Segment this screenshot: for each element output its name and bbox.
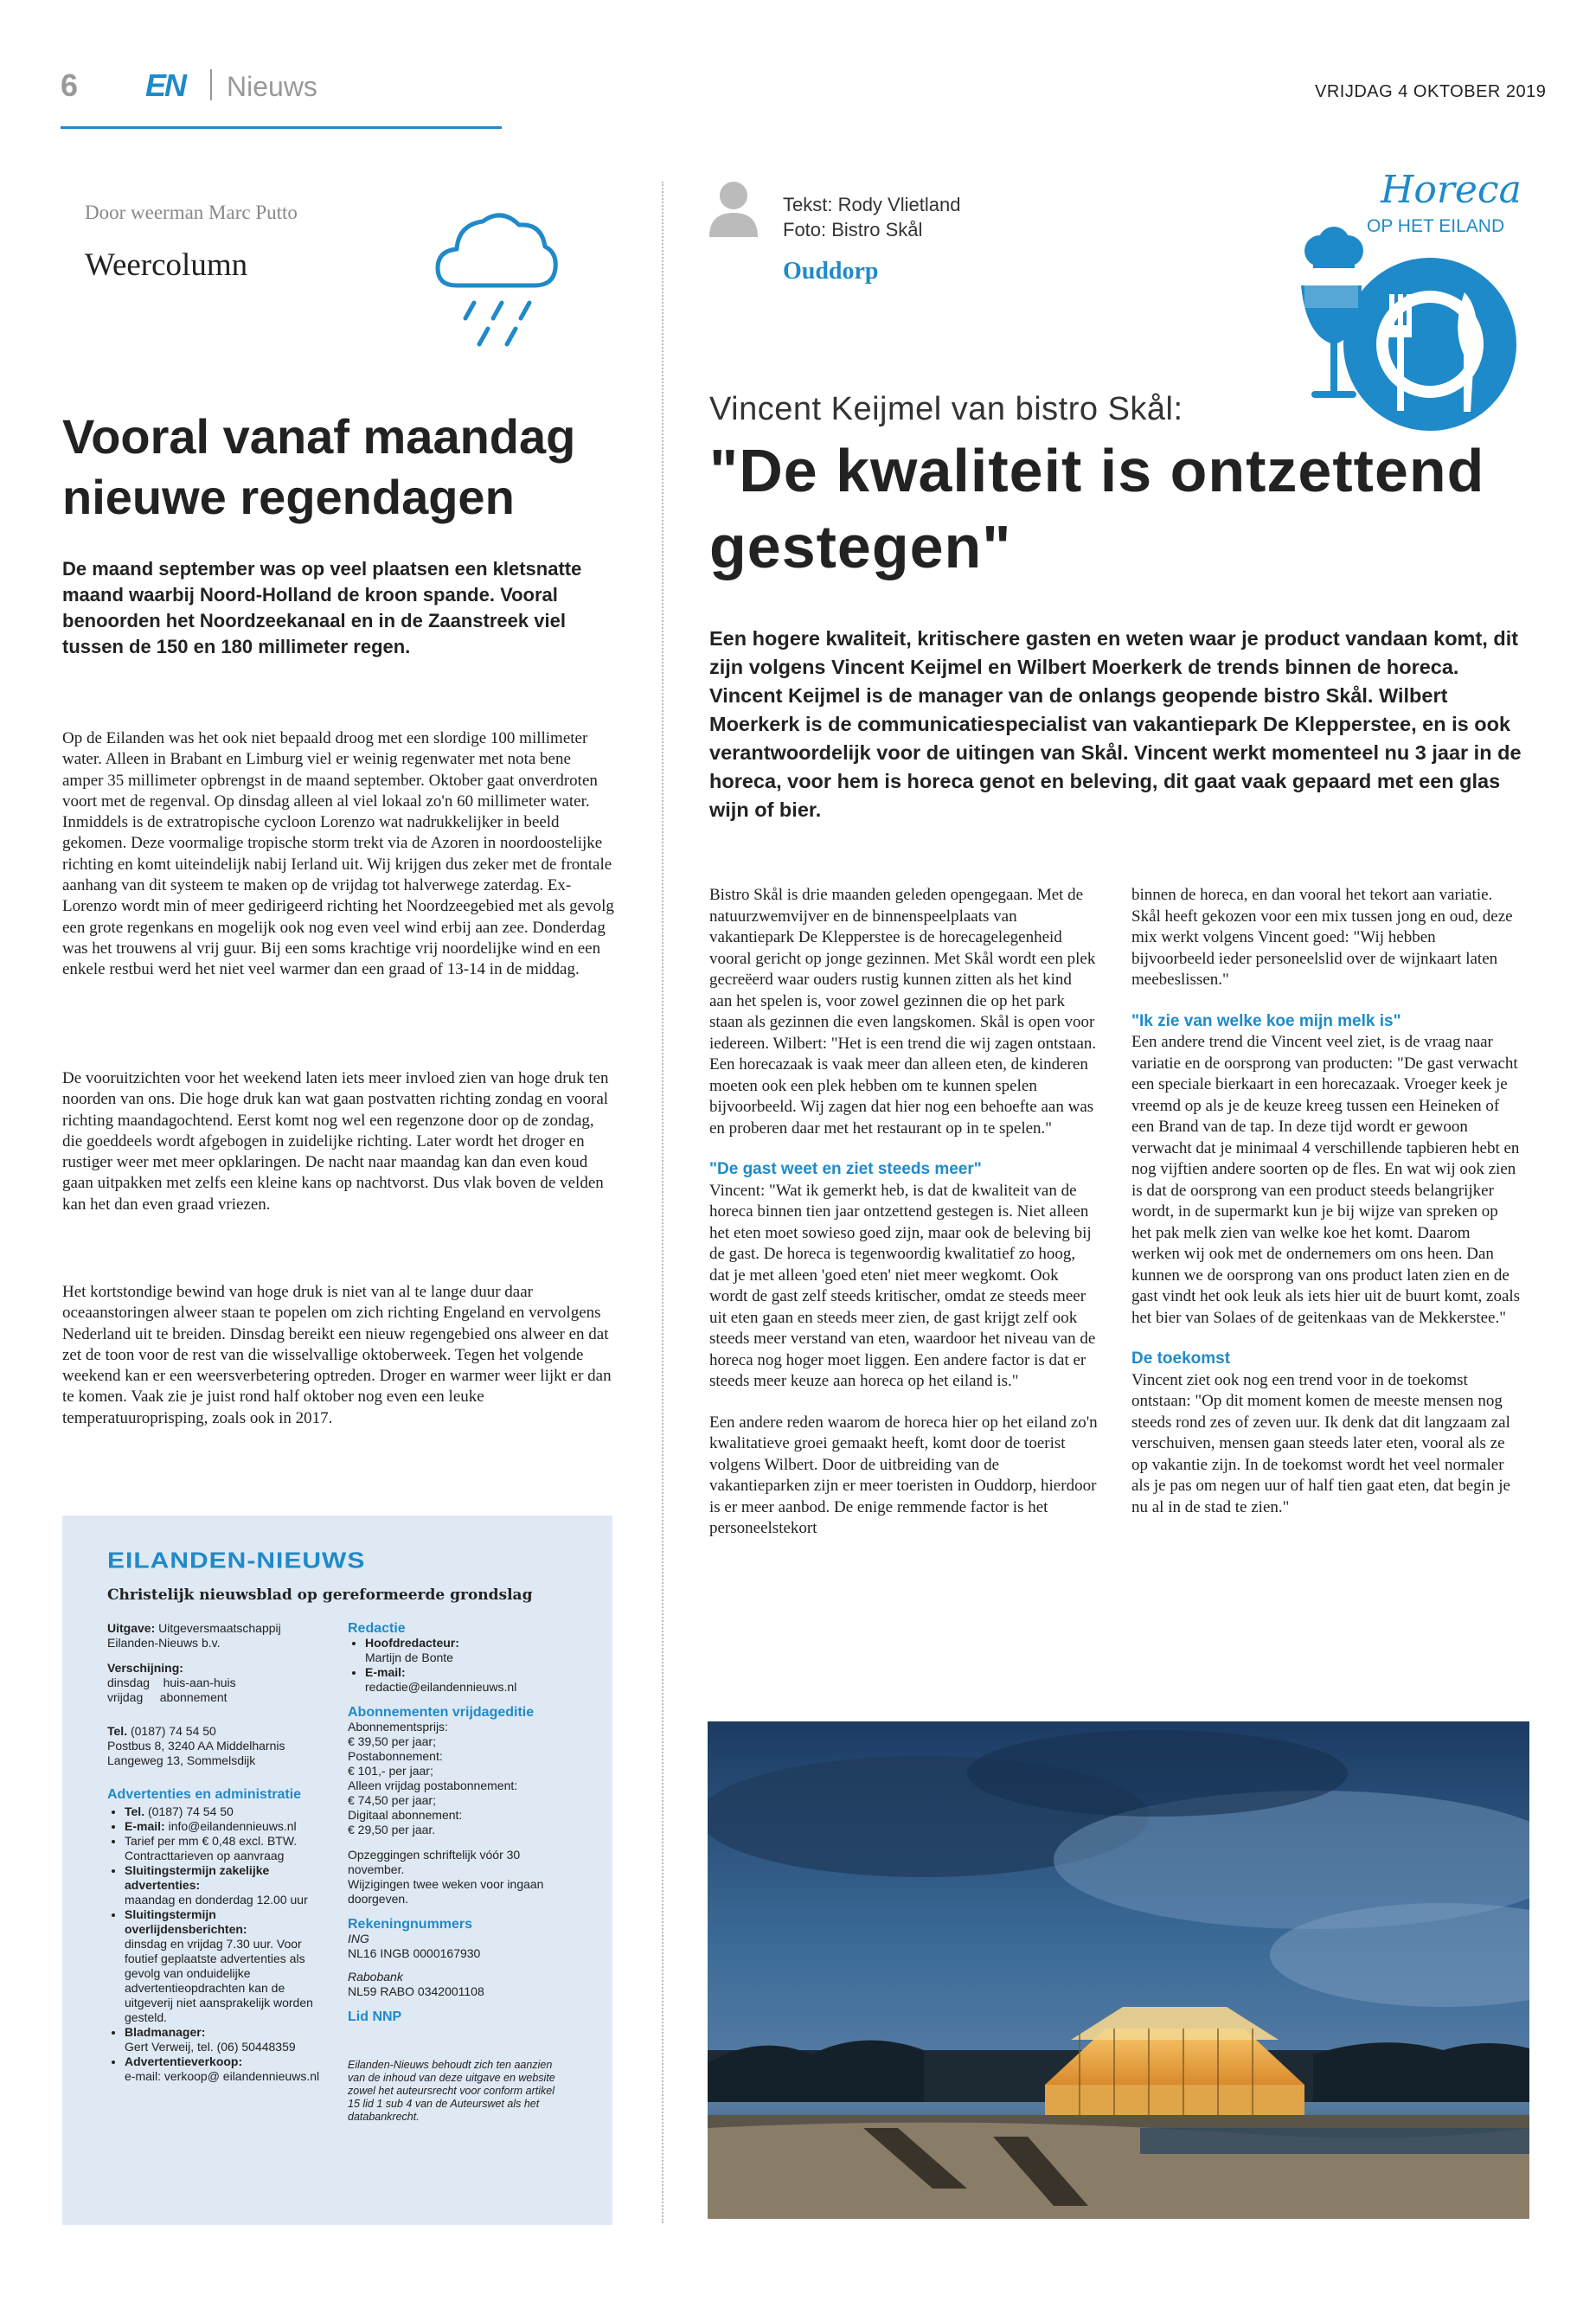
column-divider bbox=[662, 182, 663, 2223]
article-subheading: De toekomst bbox=[1131, 1349, 1231, 1368]
rek-heading: Rekeningnummers bbox=[348, 1917, 473, 1932]
adv-item: • Tarief per mm € 0,48 excl. BTW. Contracttarieven op aanvraag bbox=[125, 1834, 328, 1863]
horeca-logo bbox=[1279, 156, 1538, 433]
article-column-a bbox=[709, 885, 1099, 1540]
bank-name: ING bbox=[348, 1932, 369, 1945]
iban: NL16 INGB 0000167930 bbox=[348, 1946, 481, 1960]
adv-item: • Bladmanager: Gert Verweij, tel. (06) 50448359 bbox=[125, 2025, 328, 2054]
adv-heading: Advertenties en administratie bbox=[107, 1787, 302, 1802]
article-lead: Een hogere kwaliteit, kritischere gasten en weten waar je product vandaan komt, dit zijn volgens Vincent Keijmel en Wilbert Moerkerk de trends binnen de horeca. Vincent Keijmel is de manager van de onlangs geopende bistro Skål. Wilbert Moerkerk is de communicatiespecialist van vakantiepark De Klepperstee, en is ook verantwoordelijk voor de uitingen van Skål. Vincent werkt momenteel nu 3 jaar in de horeca, voor hem is horeca genot en beleving, dit gaat vaak gepaard met een glas wijn of bier. bbox=[709, 627, 1522, 821]
redactie-heading: Redactie bbox=[348, 1621, 406, 1636]
lid-heading: Lid NNP bbox=[348, 2009, 402, 2024]
article-paragraph: Een andere trend die Vincent veel ziet, is de vraag naar variatie en de oorsprong van producten: "De gast verwacht een speciale bierkaart in een horecazaak. Vroeger keek je vreemd op als je de keuze kreeg tussen een Heineken of een Brand van de tap. In deze tijd wordt er gewoon verwacht dat je minimaal 4 verschillende tapbieren hebt en nog vijftien andere soorten op de fles. En wat wij ook zien is dat de oorsprong van een product steeds belangrijker wordt, in de supermarkt kun je bij wijze van spreken op het pak melk zien van welke koe het komt. Daarom werken wij ook met de ondernemers om ons heen. Dan kunnen we de oorsprong van ons product laten zien en de gast vindt het ook leuk als iets hier uit de buurt komt, zoals het bier van Solaes of de geitenkaas van de Mekkerstee." bbox=[1131, 1033, 1521, 1327]
abo-line: € 74,50 per jaar; bbox=[348, 1793, 436, 1807]
weather-column-title: Weercolumn bbox=[85, 247, 248, 283]
weather-paragraph: Op de Eilanden was het ook niet bepaald droog met een slordige 100 millimeter water. Alleen in Brabant en Limburg viel er weinig regenwater met nota bene amper 35 millimeter opbrengst in de maand september. Oktober gaat onverdroten voort met de regenval. Op dinsdag alleen al viel lokaal zo'n 60 millimeter water. Inmiddels is de extratropische cycloon Lorenzo wat nadrukkelijker in beeld gekomen. Deze voormalige tropische storm trekt via de Azoren in noordoostelijke richting en komt uiteindelijk nabij Ierland uit. Wij krijgen dus zeker met de frontale aanhang van dit systeem te maken op de vrijdag tot halverwege zaterdag. Ex-Lorenzo wordt min of meer gedirigeerd richting het Noordzeegebied met als gevolg een grote regenkans en mogelijk ook nog even veel wind erbij aan zee. Donderdag was het trouwens al vrij guur. Bij een soms krachtige vrij noordelijke wind en een enkele restbui werd het niet veel warmer dan een graad of 13-14 in de middag. bbox=[62, 729, 614, 979]
abo-heading: Abonnementen vrijdageditie bbox=[348, 1705, 535, 1720]
article-paragraph: Een andere reden waarom de horeca hier op het eiland zo'n kwalitatieve groei gemaakt heeft, komt door de toerist volgens Wilbert. Door de uitbreiding van de vakantieparken zijn er meer toeristen in Ouddorp, hierdoor is er meer aanbod. De enige remmende factor is het personeelstekort bbox=[709, 1413, 1098, 1537]
abo-line: Alleen vrijdag postabonnement: bbox=[348, 1779, 518, 1792]
header-rule bbox=[61, 126, 502, 129]
colophon-box bbox=[62, 1516, 612, 2225]
horeca-logo-sub: OP HET EILAND bbox=[1367, 216, 1505, 236]
uitgave-value: Uitgeversmaatschappij Eilanden-Nieuws b.v. bbox=[107, 1621, 281, 1650]
abo-line: € 101,- per jaar; bbox=[348, 1764, 433, 1778]
abo-line: Postabonnement: bbox=[348, 1749, 443, 1763]
adv-list bbox=[107, 1804, 328, 2084]
colophon-tagline: Christelijk nieuwsblad op gereformeerde grondslag bbox=[107, 1586, 533, 1604]
opzeg-line: Wijzigingen twee weken voor ingaan doorgeven. bbox=[348, 1877, 544, 1906]
redactie-list bbox=[348, 1636, 560, 1695]
article-credits bbox=[783, 192, 960, 242]
credit-text: Tekst: Rody Vlietland bbox=[783, 194, 961, 215]
article-paragraph: Vincent: "Wat ik gemerkt heb, is dat de kwaliteit van de horeca binnen tien jaar ontzettend gestegen is. Niet alleen het eten moet sowieso goed zijn, maar ook de beleving bij de gast. De horeca is tegenwoordig kwalitatief zo hoog, dat je met alleen 'goed eten' niet meer wegkomt. Ook wordt de gast zelf steeds kritischer, omdat ze steeds meer uit eten gaan en steeds meer zien, de gast krijgt zelf ook steeds meer verstand van eten, waardoor het niveau van de horeca nog hoger moet liggen. Een andere factor is dat er steeds meer keuze aan horeca op het eiland is." bbox=[709, 1181, 1096, 1390]
redactie-item: • E-mail: redactie@eilandennieuws.nl bbox=[365, 1665, 560, 1695]
article-paragraph: Vincent ziet ook nog een trend voor in de toekomst ontstaan: "Op dit moment komen de meeste mensen nog steeds rond zes of zeven uur. Ik denk dat dit langzaam zal verschuiven, mensen gaan steeds later eten, vooral als ze op vakantie zijn. In de toekomst wordt het veel normaler als je pas om negen uur of half tien gaat eten, dat begin je nu al in de stad te zien." bbox=[1131, 1370, 1510, 1516]
weather-lead: De maand september was op veel plaatsen een kletsnatte maand waarbij Noord-Holland de kroon spande. Vooral benoorden het Noordzeekanaal en in de Zaanstreek viel tussen de 150 en 180 millimeter regen. bbox=[62, 558, 582, 657]
adv-item: • E-mail: info@eilandennieuws.nl bbox=[125, 1819, 328, 1834]
article-subheading: "Ik zie van welke koe mijn melk is" bbox=[1131, 1011, 1401, 1030]
bank-name: Rabobank bbox=[348, 1970, 403, 1984]
section-label: Nieuws bbox=[227, 71, 317, 102]
weather-paragraph: Het kortstondige bewind van hoge druk is niet van al te lange duur daar oceaanstoringen alweer staan te popelen om zich richting Engeland en vervolgens Nederland uit te breiden. Dinsdag bereikt een nieuw regengebied ons alweer en dat zet de toon voor de rest van die wisselvallige oktoberweek. Tegen het volgende weekend kan er een weersverbetering optreden. Droger en warmer weer lijkt er dan te komen. Vaak zie je juist rond half oktober nog even een leuke temperatuuroprisping, zoals ook in 2017. bbox=[62, 1283, 612, 1427]
page-number: 6 bbox=[61, 67, 79, 103]
article-paragraph: binnen de horeca, en dan vooral het tekort aan variatie. Skål heeft gekozen voor een mix tussen jong en oud, deze mix werkt volgens Vincent goed: "Wij hebben bijvoorbeeld ieder personeelslid over de wijnkaart laten meebeslissen." bbox=[1131, 886, 1513, 989]
article-subheading: "De gast weet en ziet steeds meer" bbox=[709, 1160, 982, 1178]
author-avatar-icon bbox=[708, 180, 760, 237]
article-paragraph: Bistro Skål is drie maanden geleden opengegaan. Met de natuurzwemvijver en de binnenspeelplaats van vakantiepark De Klepperstee is de horecagelegenheid vooral gericht op jonge gezinnen. Met Skål wordt een plek gecreëerd waar ouders rustig kunnen zitten als het kind aan het spelen is, voor zowel gezinnen die op het park staan als gezinnen die even langskomen. Skål is open voor iedereen. Wilbert: "Het is een trend die wij zagen ontstaan. Een horecazaak is vaak meer dan alleen eten, de kinderen moeten ook een plek hebben om te kunnen spelen bijvoorbeeld. Wij zagen dat hier nog een behoefte aan was en proberen daar met het restaurant op in te spelen." bbox=[709, 886, 1097, 1138]
adv-item: • Tel. (0187) 74 54 50 bbox=[125, 1804, 328, 1819]
abo-line: € 29,50 per jaar. bbox=[348, 1823, 436, 1836]
article-headline: "De kwaliteit is ontzettend gestegen" bbox=[709, 437, 1485, 580]
adv-item: • Sluitingstermijn overlijdensberichten: dinsdag en vrijdag 7.30 uur. Voor foutief geplaatste advertenties als gevolg van onduidelijke advertentieopdrachten kan de uitgeverij niet aansprakelijk worden gesteld. bbox=[125, 1907, 328, 2025]
opzeg-line: Opzeggingen schriftelijk vóór 30 november. bbox=[348, 1848, 521, 1876]
weather-paragraph: De vooruitzichten voor het weekend laten iets meer invloed zien van hoge druk ten noorden van ons. Die hoge druk kan wat gaan postvatten richting zondag en vooral richting maandagochtend. Eerst komt nog wel een regenzone door op de zondag, die goeddeels wordt afgebogen in zuidelijke richting. Later wordt het droger en rustiger weer met meer opklaringen. De nacht naar maandag kan dan even koud gaan uitpakken met zelfs een kleine kans op nachtvorst. Dus vlak boven de velden kan het dan even graad vriezen. bbox=[62, 1069, 609, 1214]
plate-cutlery-icon bbox=[1279, 156, 1538, 433]
article-kicker: Vincent Keijmel van bistro Skål: bbox=[709, 391, 1183, 427]
bistro-photo bbox=[708, 1721, 1529, 2219]
abo-line: Abonnementsprijs: bbox=[348, 1720, 448, 1734]
adv-item: • Sluitingstermijn zakelijke advertenties: maandag en donderdag 12.00 uur bbox=[125, 1863, 328, 1907]
address-line: Postbus 8, 3240 AA Middelharnis bbox=[107, 1739, 285, 1753]
verschijning-line: dinsdag huis-aan-huis bbox=[107, 1676, 236, 1689]
horeca-logo-script: Horeca bbox=[1381, 168, 1522, 212]
tel-value: (0187) 74 54 50 bbox=[130, 1724, 216, 1738]
verschijning-line: vrijdag abonnement bbox=[107, 1690, 228, 1704]
abo-line: € 39,50 per jaar; bbox=[348, 1734, 436, 1748]
abo-line: Digitaal abonnement: bbox=[348, 1808, 463, 1822]
article-column-b bbox=[1131, 885, 1521, 1518]
weather-headline: Vooral vanaf maandag nieuwe regendagen bbox=[62, 409, 576, 524]
redactie-item: • Hoofdredacteur: Martijn de Bonte bbox=[365, 1636, 560, 1665]
verschijning-label: Verschijning: bbox=[107, 1661, 183, 1675]
colophon-left-column bbox=[107, 1621, 328, 2084]
colophon-masthead: EILANDEN-NIEUWS bbox=[107, 1548, 366, 1574]
address-line: Langeweg 13, Sommelsdijk bbox=[107, 1753, 256, 1767]
uitgave-label: Uitgave: bbox=[107, 1621, 156, 1635]
header-separator bbox=[210, 69, 212, 100]
adv-item: • Advertentieverkoop: e-mail: verkoop@ eilandennieuws.nl bbox=[125, 2054, 328, 2084]
newspaper-logo[interactable]: EN bbox=[145, 67, 186, 103]
issue-date: VRIJDAG 4 OKTOBER 2019 bbox=[1315, 82, 1547, 101]
credit-photo: Foto: Bistro Skål bbox=[783, 219, 923, 240]
weather-byline: Door weerman Marc Putto bbox=[85, 202, 298, 223]
colophon-right-column bbox=[348, 1621, 560, 2124]
tel-label: Tel. bbox=[107, 1724, 128, 1738]
article-location: Ouddorp bbox=[783, 258, 879, 285]
iban: NL59 RABO 0342001108 bbox=[348, 1984, 484, 1998]
rain-cloud-icon bbox=[431, 199, 561, 355]
disclaimer: Eilanden-Nieuws behoudt zich ten aanzien van de inhoud van deze uitgave en website zowel het auteursrecht voor conform artikel 15 lid 1 sub 4 van de Auteurswet als het databankrecht. bbox=[348, 2059, 555, 2123]
